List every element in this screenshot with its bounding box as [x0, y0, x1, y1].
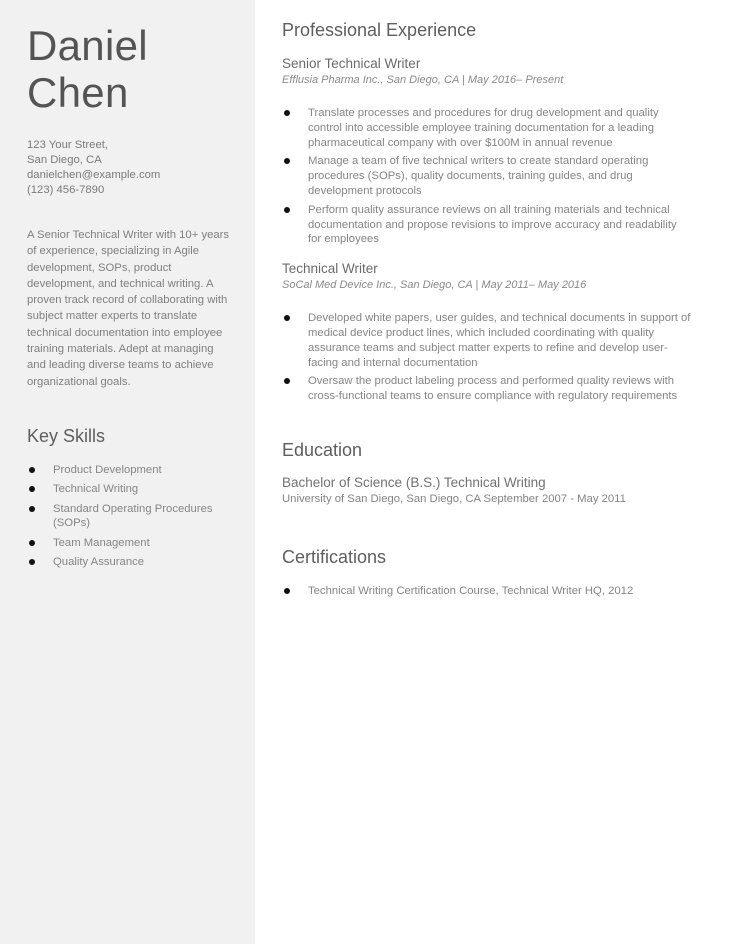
- bullet-icon: [284, 315, 290, 321]
- bullet-text: Oversaw the product labeling process and performed quality reviews with cross-functional teams to ensure compliance with regulatory requirements: [308, 375, 678, 403]
- bullet-icon: [284, 158, 290, 164]
- skill-item: [27, 536, 232, 551]
- skill-label: Technical Writing: [53, 483, 139, 496]
- bullet-icon: [29, 540, 35, 546]
- job-meta: Efflusia Pharma Inc., San Diego, CA | May 2016– Present: [282, 74, 564, 86]
- bullet-icon: [29, 559, 35, 565]
- education-heading: Education: [282, 439, 363, 460]
- job-entry: [282, 261, 699, 404]
- job-bullet: [282, 203, 692, 247]
- skill-label: Quality Assurance: [53, 556, 145, 569]
- experience-heading: Professional Experience: [282, 20, 477, 40]
- skill-label: Product Development: [53, 463, 162, 476]
- bullet-icon: [29, 467, 35, 473]
- job-bullet: [282, 374, 692, 404]
- first-name: Daniel: [27, 22, 148, 69]
- certifications-list: [282, 584, 699, 599]
- job-meta: SoCal Med Device Inc., San Diego, CA | May 2011– May 2016: [282, 279, 587, 292]
- bullet-text: Developed white papers, user guides, and technical documents in support of medical device product lines, which included coordinating with quality assurance teams and subject matter experts to refine and develop user-facing and internal documentation: [308, 312, 691, 369]
- certifications-heading: Certifications: [282, 546, 387, 567]
- profile-summary: A Senior Technical Writer with 10+ years of experience, specializing in Agile development, SOPs, product development, and technical writing. A proven track record of collaborating with subject matter experts to translate technical documentation into employee training materials. Adept at managing and leading diverse teams to achieve organizational goals.: [27, 229, 230, 388]
- job-bullets: [282, 311, 699, 404]
- bullet-icon: [284, 378, 290, 384]
- bullet-text: Perform quality assurance reviews on all training materials and technical documentation and propose revisions to improve accuracy and readability for employees: [308, 203, 677, 246]
- skill-label: Standard Operating Procedures (SOPs): [53, 502, 213, 530]
- certification-text: Technical Writing Certification Course, Technical Writer HQ, 2012: [308, 584, 634, 597]
- skill-item: [27, 502, 232, 531]
- job-bullet: [282, 154, 692, 198]
- certification-item: [282, 584, 699, 599]
- school: University of San Diego, San Diego, CA September 2007 - May 2011: [282, 492, 626, 505]
- skill-item: [27, 463, 232, 478]
- candidate-name: [27, 22, 235, 116]
- bullet-icon: [284, 110, 290, 116]
- contact-street: 123 Your Street,: [27, 139, 109, 151]
- job-bullet: [282, 311, 692, 370]
- job-title: Senior Technical Writer: [282, 56, 421, 71]
- bullet-icon: [284, 207, 290, 213]
- job-entry: [282, 56, 699, 247]
- skill-item: [27, 555, 232, 570]
- bullet-text: Translate processes and procedures for drug development and quality control into accessible employee training documentation for a leading pharmaceutical company with over $100M in annual revenue: [308, 107, 659, 149]
- contact-phone: (123) 456-7890: [27, 184, 105, 196]
- job-bullets: [282, 106, 699, 247]
- last-name: Chen: [27, 69, 129, 116]
- sidebar: [0, 0, 255, 944]
- bullet-icon: [29, 486, 35, 492]
- contact-email[interactable]: danielchen@example.com: [27, 169, 161, 181]
- skill-item: [27, 482, 232, 497]
- contact-city: San Diego, CA: [27, 154, 102, 166]
- main-content: [255, 0, 729, 944]
- bullet-icon: [284, 588, 290, 594]
- degree: Bachelor of Science (B.S.) Technical Writing: [282, 474, 546, 490]
- skills-heading: Key Skills: [27, 425, 106, 446]
- job-bullet: [282, 106, 692, 150]
- bullet-text: Manage a team of five technical writers to create standard operating procedures (SOPs), quality documents, training guides, and drug development protocols: [308, 155, 649, 197]
- bullet-icon: [29, 506, 35, 512]
- skills-list: [27, 463, 235, 570]
- job-title: Technical Writer: [282, 261, 378, 277]
- skill-label: Team Management: [53, 536, 150, 549]
- contact-info: [27, 138, 235, 198]
